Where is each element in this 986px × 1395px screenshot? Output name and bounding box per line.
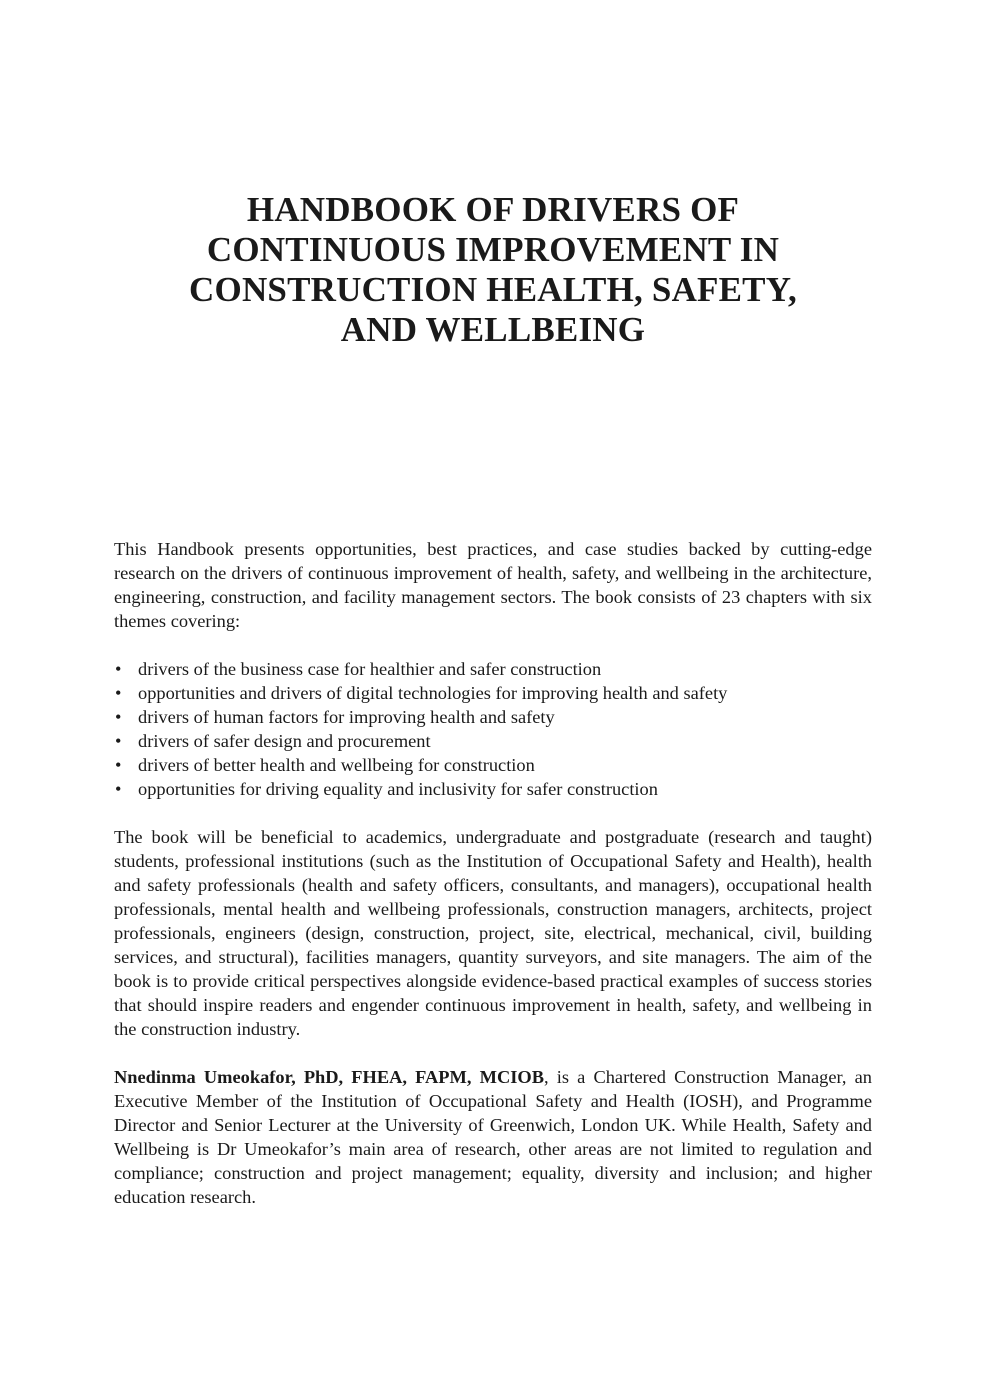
bullet-icon: • [115, 779, 122, 799]
bullet-icon: • [115, 731, 122, 751]
theme-text: opportunities for driving equality and inclusivity for safer construction [138, 779, 658, 799]
theme-list [114, 657, 872, 801]
list-item [114, 753, 872, 777]
theme-text: drivers of better health and wellbeing for construction [138, 755, 535, 775]
author-name: Nnedinma Umeokafor, PhD, FHEA, FAPM, MCIOB [114, 1067, 544, 1087]
bullet-icon: • [115, 707, 122, 727]
title-line: AND WELLBEING [340, 310, 646, 349]
list-item [114, 729, 872, 753]
title-line: CONTINUOUS IMPROVEMENT IN [206, 230, 780, 269]
list-item [114, 681, 872, 705]
book-title [100, 190, 886, 350]
audience-paragraph: The book will be beneficial to academics, undergraduate and postgraduate (research and taught) students, professional institutions (such as the Institution of Occupational Safety and Health), health and safety professionals (health and safety officers, consultants, and managers), occupational health professionals, mental health and wellbeing professionals, construction managers, architects, project professionals, engineers (design, construction, project, site, electrical, mechanical, civil, building services, and structural), facilities managers, quantity surveyors, and site managers. The aim of the book is to provide critical perspectives alongside evidence-based practical examples of success stories that should inspire readers and engender continuous improvement in health, safety, and wellbeing in the construction industry. [114, 827, 872, 1039]
title-line: CONSTRUCTION HEALTH, SAFETY, [189, 270, 797, 309]
bullet-icon: • [115, 755, 122, 775]
list-item [114, 657, 872, 681]
bullet-icon: • [115, 683, 122, 703]
theme-text: drivers of human factors for improving health and safety [138, 707, 555, 727]
intro-paragraph: This Handbook presents opportunities, best practices, and case studies backed by cutting-edge research on the drivers of continuous improvement of health, safety, and wellbeing in the architecture, engineering, construction, and facility management sectors. The book consists of 23 chapters with six themes covering: [114, 539, 872, 631]
theme-text: opportunities and drivers of digital technologies for improving health and safety [138, 683, 728, 703]
list-item [114, 705, 872, 729]
title-line: HANDBOOK OF DRIVERS OF [246, 190, 740, 229]
author-bio-paragraph [114, 1065, 872, 1209]
author-bio: , is a Chartered Construction Manager, an Executive Member of the Institution of Occupational Safety and Health (IOSH), and Programme Director and Senior Lecturer at the University of Greenwich, London UK. While Health, Safety and Wellbeing is Dr Umeokafor’s main area of research, other areas are not limited to regulation and compliance; construction and project management; equality, diversity and inclusion; and higher education research. [114, 1067, 872, 1207]
theme-text: drivers of safer design and procurement [138, 731, 431, 751]
theme-text: drivers of the business case for healthier and safer construction [138, 659, 602, 679]
list-item [114, 777, 872, 801]
bullet-icon: • [115, 659, 122, 679]
